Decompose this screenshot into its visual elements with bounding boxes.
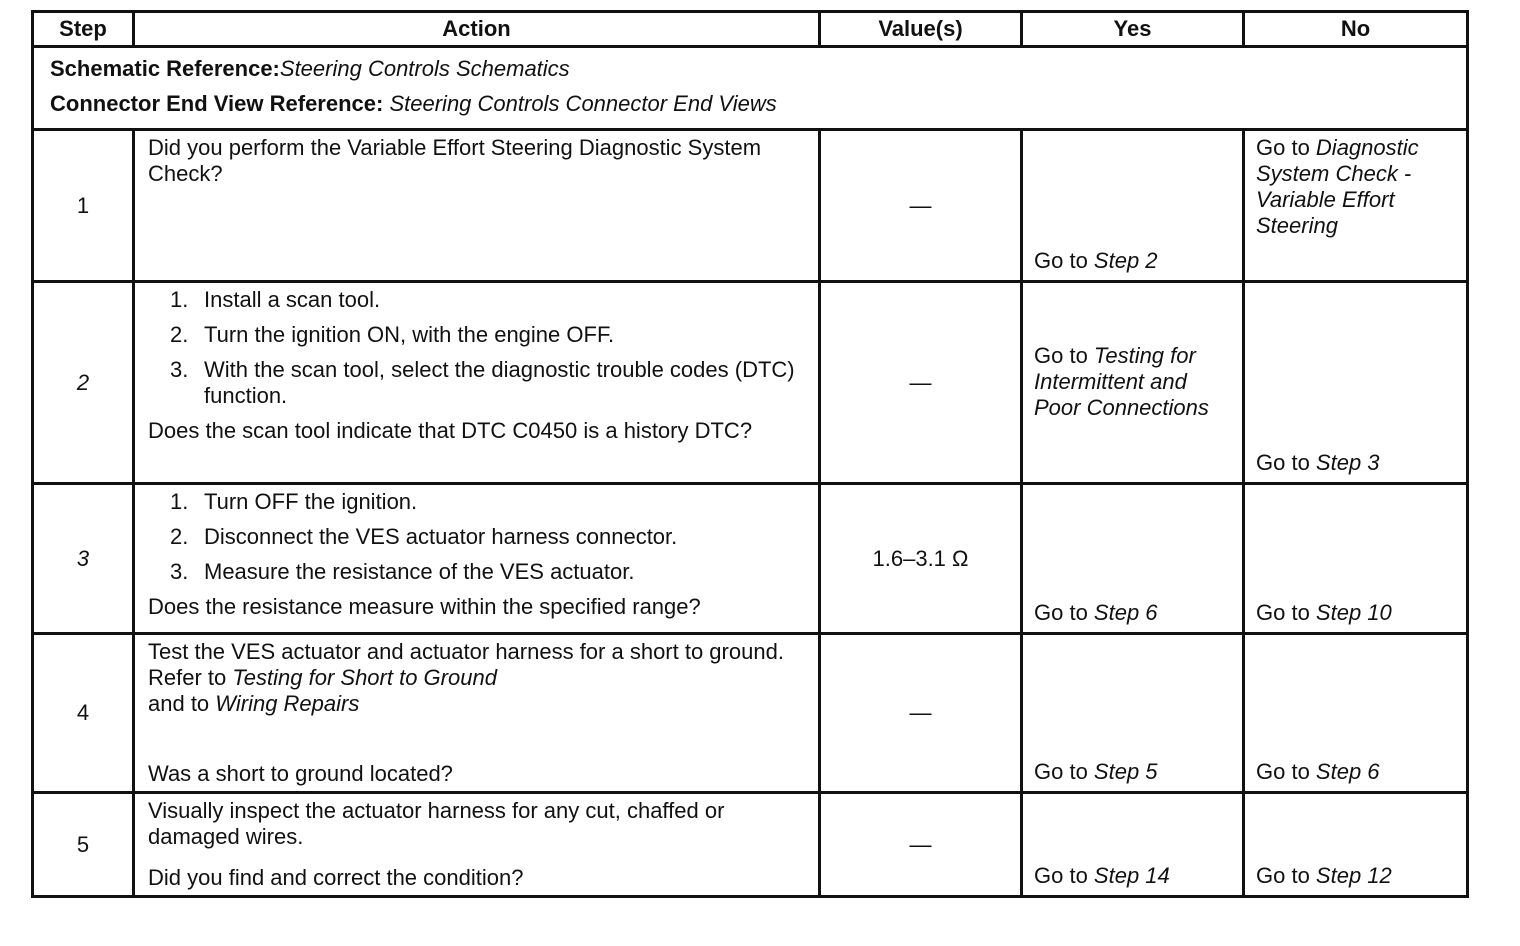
wiring-repairs-link[interactable]: Wiring Repairs xyxy=(215,691,360,716)
no-cell xyxy=(1244,484,1468,634)
yes-instruction xyxy=(1034,248,1234,274)
no-instruction xyxy=(1256,135,1458,239)
substep-number: 3. xyxy=(170,357,189,382)
yes-cell xyxy=(1022,130,1244,282)
action-cell xyxy=(134,130,820,282)
action-question: Did you find and correct the condition? xyxy=(148,865,524,890)
yes-link[interactable]: Testing for Intermittent and Poor Connections xyxy=(1034,342,1209,420)
value-cell: — xyxy=(820,130,1022,282)
no-link[interactable]: Step 6 xyxy=(1315,759,1380,784)
substep-number: 2. xyxy=(170,524,189,549)
yes-cell xyxy=(1022,793,1244,897)
no-prefix: Go to xyxy=(1256,759,1316,784)
value-cell: — xyxy=(820,793,1022,897)
connector-reference-link[interactable]: Steering Controls Connector End Views xyxy=(389,91,777,116)
reference-cell xyxy=(33,47,1468,130)
list-item xyxy=(170,287,804,313)
action-cell xyxy=(134,282,820,484)
action-question: Was a short to ground located? xyxy=(148,761,453,786)
no-link[interactable]: Step 3 xyxy=(1315,450,1380,475)
header-row xyxy=(33,12,1468,47)
substep-number: 3. xyxy=(170,559,189,584)
no-cell xyxy=(1244,793,1468,897)
yes-link[interactable]: Step 2 xyxy=(1093,248,1158,273)
step-number: 4 xyxy=(33,634,134,793)
yes-cell xyxy=(1022,282,1244,484)
no-instruction xyxy=(1256,759,1458,785)
step-number: 2 xyxy=(33,282,134,484)
connector-reference xyxy=(50,89,1450,124)
connector-reference-label: Connector End View Reference: xyxy=(50,91,384,116)
schematic-reference-label: Schematic Reference: xyxy=(50,56,280,81)
no-prefix: Go to xyxy=(1256,135,1316,160)
yes-link[interactable]: Step 6 xyxy=(1093,600,1158,625)
action-instructions: Visually inspect the actuator harness for any cut, chaffed or damaged wires. xyxy=(148,798,725,849)
list-item xyxy=(170,559,804,585)
testing-short-link[interactable]: Testing for Short to Ground xyxy=(232,665,497,690)
yes-link[interactable]: Step 5 xyxy=(1093,759,1158,784)
no-cell xyxy=(1244,282,1468,484)
header-action: Action xyxy=(134,12,820,47)
yes-instruction xyxy=(1034,600,1234,626)
table-row-step-4 xyxy=(33,634,1468,793)
no-cell xyxy=(1244,130,1468,282)
yes-link[interactable]: Step 14 xyxy=(1093,863,1170,888)
list-item xyxy=(170,489,804,515)
substep-text: Turn the ignition ON, with the engine OFF. xyxy=(204,322,615,347)
no-link[interactable]: Diagnostic System Check - Variable Effort Steering xyxy=(1256,135,1419,238)
yes-cell xyxy=(1022,634,1244,793)
action-text-continued: and to xyxy=(148,691,216,716)
schematic-reference xyxy=(50,54,1450,89)
value-cell: — xyxy=(820,634,1022,793)
substep-list xyxy=(148,489,804,585)
diagnostic-table xyxy=(31,10,1469,898)
yes-cell xyxy=(1022,484,1244,634)
action-text: Test the VES actuator and actuator harness for a short to ground. Refer to xyxy=(148,639,784,690)
list-item xyxy=(170,322,804,348)
table-row-step-5 xyxy=(33,793,1468,897)
table-row-step-2 xyxy=(33,282,1468,484)
no-prefix: Go to xyxy=(1256,863,1316,888)
yes-prefix: Go to xyxy=(1034,863,1094,888)
value-cell: — xyxy=(820,282,1022,484)
yes-prefix: Go to xyxy=(1034,759,1094,784)
action-cell xyxy=(134,484,820,634)
no-instruction xyxy=(1256,600,1458,626)
substep-text: Disconnect the VES actuator harness connector. xyxy=(204,524,678,549)
substep-text: Install a scan tool. xyxy=(204,287,381,312)
no-prefix: Go to xyxy=(1256,450,1316,475)
action-question: Did you perform the Variable Effort Steering Diagnostic System Check? xyxy=(148,135,762,186)
yes-prefix: Go to xyxy=(1034,342,1094,368)
no-instruction xyxy=(1256,450,1458,476)
action-question: Does the scan tool indicate that DTC C0450 is a history DTC? xyxy=(148,418,753,443)
substep-text: With the scan tool, select the diagnostic trouble codes (DTC) function. xyxy=(204,357,795,408)
substep-number: 1. xyxy=(170,287,189,312)
step-number: 5 xyxy=(33,793,134,897)
reference-row xyxy=(33,47,1468,130)
substep-number: 1. xyxy=(170,489,189,514)
yes-prefix: Go to xyxy=(1034,600,1094,625)
yes-instruction xyxy=(1034,759,1234,785)
value-cell: 1.6–3.1 Ω xyxy=(820,484,1022,634)
action-instructions xyxy=(148,639,804,717)
no-link[interactable]: Step 12 xyxy=(1315,863,1392,888)
substep-number: 2. xyxy=(170,322,189,347)
no-instruction xyxy=(1256,863,1458,889)
no-link[interactable]: Step 10 xyxy=(1315,600,1392,625)
yes-instruction xyxy=(1034,863,1234,889)
no-cell xyxy=(1244,634,1468,793)
substep-text: Turn OFF the ignition. xyxy=(204,489,418,514)
yes-prefix: Go to xyxy=(1034,248,1094,273)
step-number: 1 xyxy=(33,130,134,282)
table-row-step-3 xyxy=(33,484,1468,634)
header-step: Step xyxy=(33,12,134,47)
substep-list xyxy=(148,287,804,409)
header-values: Value(s) xyxy=(820,12,1022,47)
header-yes: Yes xyxy=(1022,12,1244,47)
step-number: 3 xyxy=(33,484,134,634)
action-question: Does the resistance measure within the specified range? xyxy=(148,594,701,619)
action-cell xyxy=(134,634,820,793)
substep-text: Measure the resistance of the VES actuator. xyxy=(204,559,635,584)
action-cell xyxy=(134,793,820,897)
no-prefix: Go to xyxy=(1256,600,1316,625)
yes-instruction xyxy=(1034,343,1234,421)
header-no: No xyxy=(1244,12,1468,47)
schematic-reference-link[interactable]: Steering Controls Schematics xyxy=(279,56,570,81)
list-item xyxy=(170,524,804,550)
table-row-step-1 xyxy=(33,130,1468,282)
list-item xyxy=(170,357,804,409)
